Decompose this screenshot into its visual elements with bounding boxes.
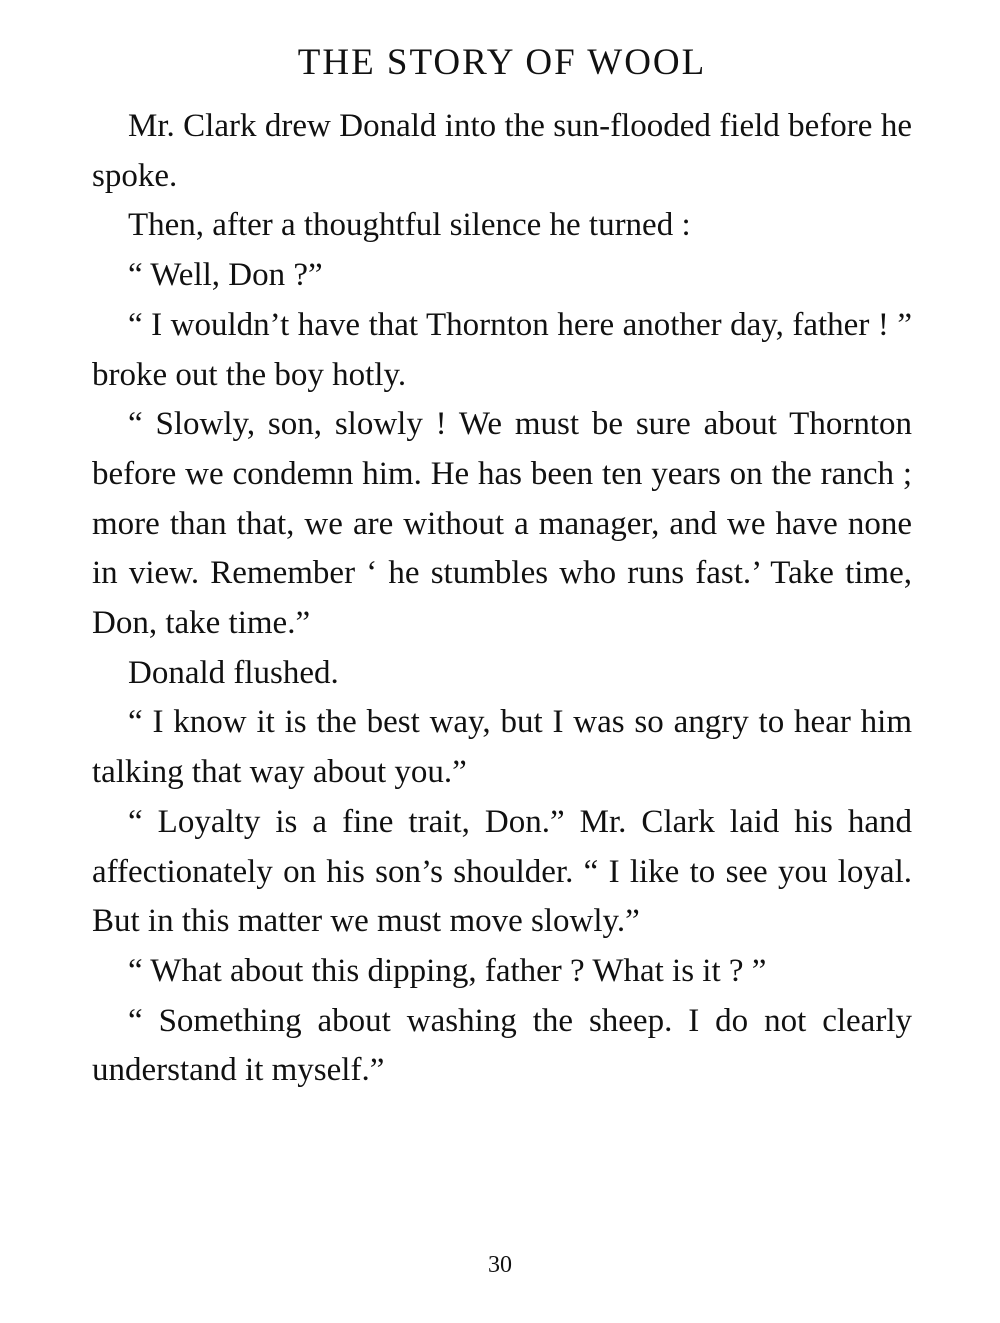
page-number: 30 — [488, 1252, 512, 1278]
paragraph: “ Well, Don ?” — [128, 257, 323, 294]
paragraph: Mr. Clark drew Donald into the sun-flooded field before he spoke. — [92, 108, 912, 194]
running-title: THE STORY OF WOOL — [297, 42, 707, 83]
paragraph: “ What about this dipping, father ? What is it ? ” — [128, 952, 767, 989]
paragraph: “ I know it is the best way, but I was so angry to hear him talking that way about you.” — [92, 704, 912, 791]
paragraph: “ Something about washing the sheep. I do not clearly understand it myself.” — [92, 1002, 912, 1089]
paragraph: Then, after a thoughtful silence he turned : — [128, 207, 691, 244]
paragraph: Donald flushed. — [128, 654, 339, 691]
body-text — [92, 102, 912, 1096]
paragraph: “ Slowly, son, slowly ! We must be sure about Thornton before we condemn him. He has been ten years on the ranch ; more than that, we are without a manager, and we have none in view. Remember ‘ he stumbles who runs fast.’ Take time, Don, take time.” — [92, 406, 912, 642]
paragraph: “ I wouldn’t have that Thornton here another day, father ! ” broke out the boy hotly. — [92, 306, 912, 393]
paragraph: “ Loyalty is a fine trait, Don.” Mr. Clark laid his hand affectionately on his son’s shoulder. “ I like to see you loyal. But in this matter we must move slowly.” — [92, 803, 912, 940]
book-page — [92, 38, 912, 1096]
